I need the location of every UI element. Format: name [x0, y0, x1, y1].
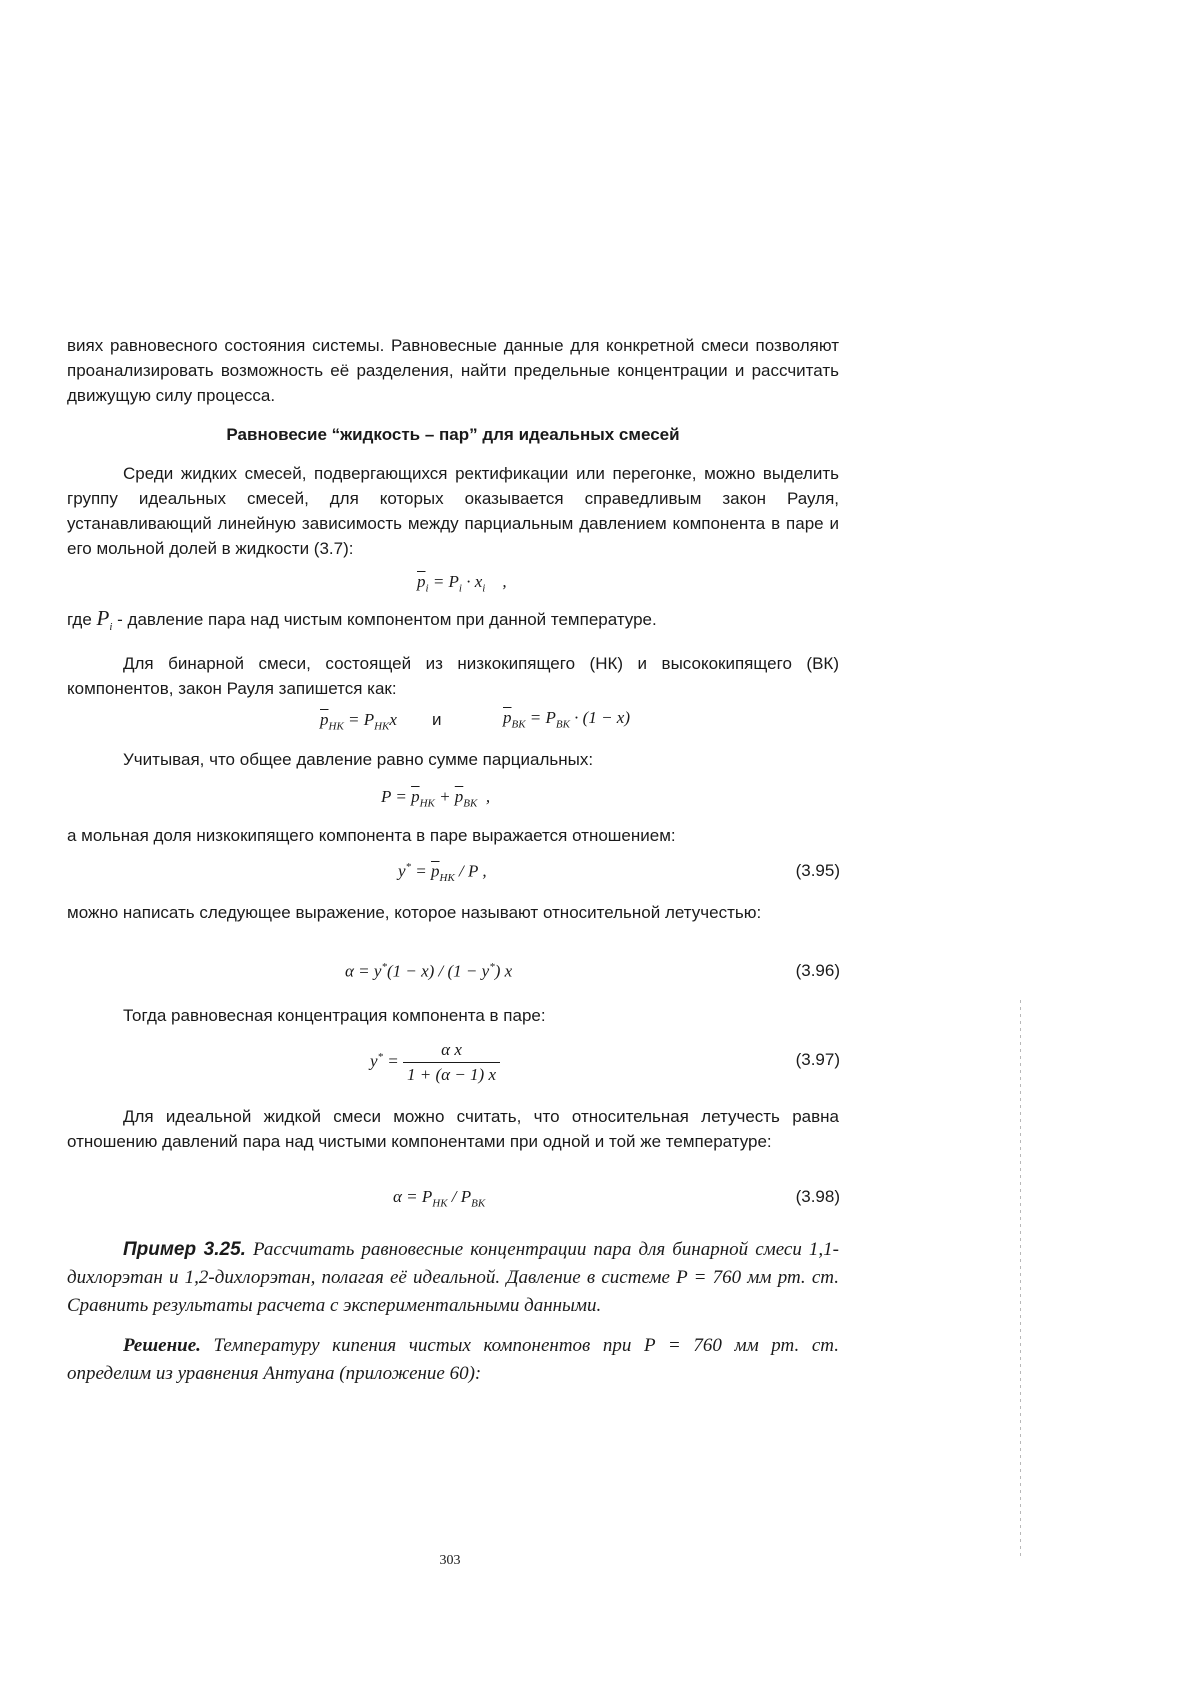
- page-number: 303: [439, 1553, 461, 1568]
- symbol-pi: $P_i$: [96, 606, 113, 634]
- paragraph-total: Учитывая, что общее давление равно сумме парциальных:: [123, 750, 594, 769]
- paragraph-then: Тогда равновесная концентрация компонента в паре:: [123, 1006, 546, 1025]
- paragraph-binary: Для бинарной смеси, состоящей из низкокипящего (НК) и высококипящего (ВК) компонентов, закон Рауля запишется как:: [67, 654, 839, 698]
- eq-number-3-98: (3.98): [795, 1187, 840, 1206]
- solution-label: Решение.: [123, 1335, 201, 1356]
- where-text: - давление пара над чистым компонентом при данной температуре.: [117, 610, 657, 629]
- fraction-3-97: $\frac{\text{α x}}{1 + (\alpha - 1) x}$: [403, 1040, 500, 1085]
- formula-raoult: $\overline{p}_i = P_i \cdot x_i$ ,: [417, 572, 507, 595]
- formula-3-97: y* = $\frac{\text{α x}}{1 + (\alpha - 1) x}$: [370, 1040, 500, 1085]
- scan-artifact-line: [1020, 1000, 1021, 1560]
- paragraph-ideal: Для идеальной жидкой смеси можно считать, что относительная летучесть равна отношению давлений пара над чистыми компонентами при одной и той же температуре:: [67, 1107, 839, 1151]
- paragraph-molar: а мольная доля низкокипящего компонента в паре выражается отношением:: [67, 826, 676, 845]
- example-block: [67, 1236, 839, 1320]
- formula-total-pressure: $P = \overline{p}_{НК} + \overline{p}_{ВК}$ ,: [381, 787, 491, 810]
- paragraph-volatility: можно написать следующее выражение, которое называют относительной летучестью:: [67, 903, 762, 922]
- paragraph-raoult: Среди жидких смесей, подвергающихся ректификации или перегонке, можно выделить группу идеальных смесей, для которых оказывается справедливым закон Рауля, устанавливающий линейную зависимость между парциальным давлением компонента в паре и его мольной долей в жидкости (3.7):: [67, 464, 839, 558]
- solution-text: Температуру кипения чистых компонентов при P = 760 мм рт. ст. определим из уравнения Антуана (приложение 60):: [67, 1335, 840, 1384]
- where-prefix: где: [67, 610, 92, 629]
- section-heading: Равновесие “жидкость – пар” для идеальных смесей: [226, 425, 680, 444]
- formula-vk: $\overline{p}_{ВК} = P_{ВК} \cdot (1 - x)$: [503, 708, 631, 731]
- formula-3-95: $y^* = \overline{p}_{НК} / P$ ,: [398, 861, 487, 885]
- intro-paragraph: виях равновесного состояния системы. Равновесные данные для конкретной смеси позволяют проанализировать возможность её разделения, найти предельные концентрации и рассчитать движущую силу процесса.: [67, 336, 839, 405]
- example-label: Пример 3.25.: [123, 1239, 246, 1260]
- example-text: Рассчитать равновесные концентрации пара для бинарной смеси 1,1-дихлорэтан и 1,2-дихлорэтан, полагая её идеальной. Давление в системе P = 760 мм рт. ст. Сравнить результаты расчета с экспериментальными данными.: [67, 1239, 839, 1316]
- where-line: [67, 606, 839, 640]
- formula-nk: $\overline{p}_{НК} = P_{НК}x$: [320, 710, 397, 733]
- solution-block: [67, 1332, 839, 1388]
- and-word: и: [432, 710, 442, 729]
- eq-number-3-96: (3.96): [795, 961, 840, 980]
- eq-number-3-97: (3.97): [795, 1050, 840, 1069]
- formula-3-98: $\alpha = P_{НК} / P_{ВК}$: [393, 1187, 486, 1210]
- eq-number-3-95: (3.95): [795, 861, 840, 880]
- formula-3-96: α = y*(1 − x) / (1 − y*) x: [345, 961, 513, 981]
